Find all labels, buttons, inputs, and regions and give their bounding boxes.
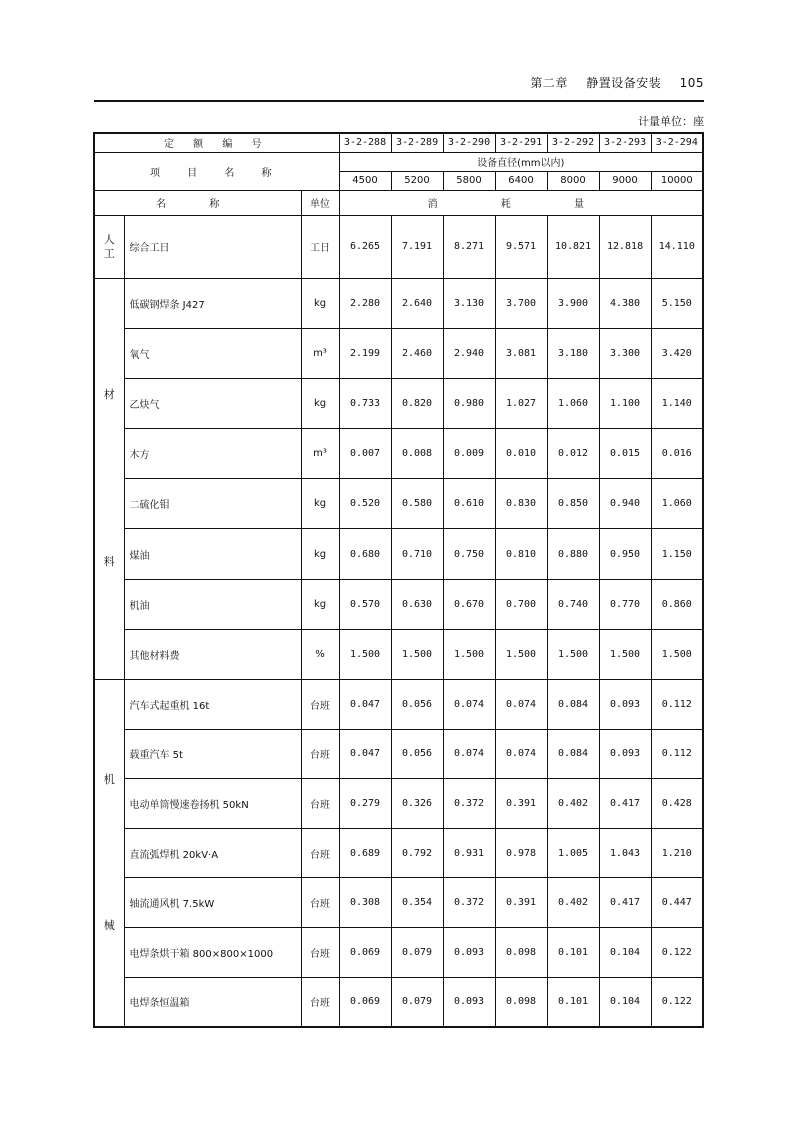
item-unit: 台班 xyxy=(301,729,339,779)
value-cell: 0.610 xyxy=(443,479,495,529)
value-cell: 0.093 xyxy=(599,729,651,779)
chapter-label: 第二章 xyxy=(530,76,568,90)
value-cell: 0.710 xyxy=(391,529,443,579)
value-cell: 0.007 xyxy=(339,429,391,479)
value-cell: 0.079 xyxy=(391,977,443,1027)
category-char: 机 xyxy=(103,772,115,786)
name-header: 名 称 xyxy=(94,190,301,215)
value-cell: 14.110 xyxy=(651,215,703,278)
value-cell: 1.500 xyxy=(599,629,651,679)
value-cell: 6.265 xyxy=(339,215,391,278)
value-cell: 0.279 xyxy=(339,779,391,829)
unit-note: 计量单位：座 xyxy=(638,115,704,128)
value-cell: 0.689 xyxy=(339,828,391,878)
table-row xyxy=(94,378,703,428)
value-cell: 5.150 xyxy=(651,278,703,328)
value-cell: 0.630 xyxy=(391,579,443,629)
table-row xyxy=(94,579,703,629)
value-cell: 2.460 xyxy=(391,328,443,378)
page-number: 105 xyxy=(679,76,704,90)
item-unit: kg xyxy=(301,378,339,428)
value-cell: 0.101 xyxy=(547,977,599,1027)
value-cell: 0.112 xyxy=(651,680,703,730)
value-cell: 0.402 xyxy=(547,779,599,829)
value-cell: 0.447 xyxy=(651,878,703,928)
value-cell: 1.060 xyxy=(651,479,703,529)
section-label: 静置设备安装 xyxy=(586,76,662,90)
value-cell: 0.391 xyxy=(495,779,547,829)
item-name: 乙炔气 xyxy=(124,378,301,428)
value-cell: 3.300 xyxy=(599,328,651,378)
category-char: 人 xyxy=(103,232,115,246)
table-row xyxy=(94,878,703,928)
value-cell: 0.820 xyxy=(391,378,443,428)
value-cell: 0.428 xyxy=(651,779,703,829)
value-cell: 0.520 xyxy=(339,479,391,529)
table-row xyxy=(94,977,703,1027)
value-cell: 0.830 xyxy=(495,479,547,529)
value-cell: 3.700 xyxy=(495,278,547,328)
item-unit: % xyxy=(301,629,339,679)
value-cell: 0.354 xyxy=(391,878,443,928)
table-row xyxy=(94,680,703,730)
item-unit: 台班 xyxy=(301,779,339,829)
value-cell: 0.098 xyxy=(495,977,547,1027)
value-cell: 4.380 xyxy=(599,278,651,328)
table-row xyxy=(94,479,703,529)
item-name: 汽车式起重机 16t xyxy=(124,680,301,730)
code-cell: 3-2-289 xyxy=(391,133,443,152)
item-unit: 台班 xyxy=(301,977,339,1027)
table-row xyxy=(94,927,703,977)
item-name: 综合工日 xyxy=(124,215,301,278)
item-unit: kg xyxy=(301,278,339,328)
quota-label: 定 额 编 号 xyxy=(94,133,339,152)
running-title xyxy=(516,74,704,91)
value-cell: 0.084 xyxy=(547,729,599,779)
value-cell: 0.980 xyxy=(443,378,495,428)
item-name: 电焊条烘干箱 800×800×1000 xyxy=(124,927,301,977)
diameter-cell: 10000 xyxy=(651,171,703,190)
value-cell: 0.391 xyxy=(495,878,547,928)
table-row xyxy=(94,429,703,479)
value-cell: 0.810 xyxy=(495,529,547,579)
category-char: 工 xyxy=(103,246,115,260)
item-unit: 台班 xyxy=(301,828,339,878)
value-cell: 0.402 xyxy=(547,878,599,928)
value-cell: 10.821 xyxy=(547,215,599,278)
header-rule xyxy=(94,100,704,102)
diameter-cell: 5200 xyxy=(391,171,443,190)
table-row xyxy=(94,278,703,328)
value-cell: 0.700 xyxy=(495,579,547,629)
value-cell: 0.880 xyxy=(547,529,599,579)
table-row xyxy=(94,729,703,779)
value-cell: 0.122 xyxy=(651,977,703,1027)
value-cell: 12.818 xyxy=(599,215,651,278)
value-cell: 1.140 xyxy=(651,378,703,428)
item-label: 项 目 名 称 xyxy=(94,152,339,190)
category-labor xyxy=(94,215,124,278)
value-cell: 0.069 xyxy=(339,927,391,977)
value-cell: 0.093 xyxy=(443,977,495,1027)
value-cell: 0.680 xyxy=(339,529,391,579)
item-unit: kg xyxy=(301,579,339,629)
value-cell: 9.571 xyxy=(495,215,547,278)
value-cell: 0.112 xyxy=(651,729,703,779)
table-row xyxy=(94,629,703,679)
value-cell: 0.417 xyxy=(599,878,651,928)
value-cell: 0.093 xyxy=(443,927,495,977)
value-cell: 1.500 xyxy=(391,629,443,679)
category-char: 材 xyxy=(103,388,115,402)
table-row xyxy=(94,215,703,278)
code-cell: 3-2-292 xyxy=(547,133,599,152)
value-cell: 3.900 xyxy=(547,278,599,328)
value-cell: 3.420 xyxy=(651,328,703,378)
item-unit: 工日 xyxy=(301,215,339,278)
value-cell: 0.104 xyxy=(599,927,651,977)
item-name: 低碳钢焊条 J427 xyxy=(124,278,301,328)
diameter-cell: 4500 xyxy=(339,171,391,190)
value-cell: 0.850 xyxy=(547,479,599,529)
value-cell: 0.570 xyxy=(339,579,391,629)
item-unit: m³ xyxy=(301,328,339,378)
value-cell: 0.101 xyxy=(547,927,599,977)
item-name: 轴流通风机 7.5kW xyxy=(124,878,301,928)
value-cell: 1.100 xyxy=(599,378,651,428)
code-cell: 3-2-293 xyxy=(599,133,651,152)
value-cell: 1.210 xyxy=(651,828,703,878)
value-cell: 3.081 xyxy=(495,328,547,378)
value-cell: 0.012 xyxy=(547,429,599,479)
value-cell: 0.770 xyxy=(599,579,651,629)
table-row xyxy=(94,779,703,829)
item-name: 载重汽车 5t xyxy=(124,729,301,779)
value-cell: 0.084 xyxy=(547,680,599,730)
table-row xyxy=(94,529,703,579)
value-cell: 0.079 xyxy=(391,927,443,977)
item-name: 其他材料费 xyxy=(124,629,301,679)
table-row xyxy=(94,328,703,378)
category-material xyxy=(94,278,124,680)
value-cell: 0.372 xyxy=(443,779,495,829)
consumption-header: 消 耗 量 xyxy=(339,190,703,215)
value-cell: 0.074 xyxy=(495,680,547,730)
value-cell: 0.047 xyxy=(339,729,391,779)
column-header-row xyxy=(94,190,703,215)
code-cell: 3-2-290 xyxy=(443,133,495,152)
code-cell: 3-2-294 xyxy=(651,133,703,152)
value-cell: 2.199 xyxy=(339,328,391,378)
item-unit: 台班 xyxy=(301,680,339,730)
param-row xyxy=(94,152,703,171)
value-cell: 0.010 xyxy=(495,429,547,479)
value-cell: 1.500 xyxy=(443,629,495,679)
value-cell: 0.016 xyxy=(651,429,703,479)
value-cell: 1.043 xyxy=(599,828,651,878)
unit-header: 单位 xyxy=(301,190,339,215)
item-unit: m³ xyxy=(301,429,339,479)
item-unit: 台班 xyxy=(301,878,339,928)
value-cell: 0.056 xyxy=(391,680,443,730)
value-cell: 0.372 xyxy=(443,878,495,928)
value-cell: 0.093 xyxy=(599,680,651,730)
value-cell: 0.417 xyxy=(599,779,651,829)
value-cell: 1.500 xyxy=(547,629,599,679)
value-cell: 2.640 xyxy=(391,278,443,328)
value-cell: 2.280 xyxy=(339,278,391,328)
page-header xyxy=(94,70,704,96)
item-name: 氧气 xyxy=(124,328,301,378)
value-cell: 0.074 xyxy=(443,680,495,730)
value-cell: 0.733 xyxy=(339,378,391,428)
item-unit: 台班 xyxy=(301,927,339,977)
value-cell: 0.670 xyxy=(443,579,495,629)
value-cell: 0.074 xyxy=(443,729,495,779)
value-cell: 0.015 xyxy=(599,429,651,479)
value-cell: 0.792 xyxy=(391,828,443,878)
value-cell: 1.005 xyxy=(547,828,599,878)
value-cell: 0.122 xyxy=(651,927,703,977)
value-cell: 0.931 xyxy=(443,828,495,878)
value-cell: 8.271 xyxy=(443,215,495,278)
value-cell: 2.940 xyxy=(443,328,495,378)
value-cell: 0.047 xyxy=(339,680,391,730)
value-cell: 0.580 xyxy=(391,479,443,529)
value-cell: 0.098 xyxy=(495,927,547,977)
value-cell: 1.060 xyxy=(547,378,599,428)
value-cell: 1.027 xyxy=(495,378,547,428)
value-cell: 0.008 xyxy=(391,429,443,479)
value-cell: 1.500 xyxy=(651,629,703,679)
diameter-cell: 6400 xyxy=(495,171,547,190)
category-machine xyxy=(94,680,124,1027)
item-unit: kg xyxy=(301,529,339,579)
code-row xyxy=(94,133,703,152)
item-name: 机油 xyxy=(124,579,301,629)
value-cell: 7.191 xyxy=(391,215,443,278)
value-cell: 1.500 xyxy=(339,629,391,679)
category-char: 械 xyxy=(103,918,115,932)
value-cell: 0.069 xyxy=(339,977,391,1027)
code-cell: 3-2-291 xyxy=(495,133,547,152)
value-cell: 0.074 xyxy=(495,729,547,779)
value-cell: 0.750 xyxy=(443,529,495,579)
item-name: 木方 xyxy=(124,429,301,479)
diameter-cell: 9000 xyxy=(599,171,651,190)
diameter-cell: 8000 xyxy=(547,171,599,190)
value-cell: 0.009 xyxy=(443,429,495,479)
code-cell: 3-2-288 xyxy=(339,133,391,152)
item-name: 二硫化钼 xyxy=(124,479,301,529)
item-unit: kg xyxy=(301,479,339,529)
value-cell: 0.308 xyxy=(339,878,391,928)
value-cell: 0.860 xyxy=(651,579,703,629)
table-row xyxy=(94,828,703,878)
param-label: 设备直径(mm以内) xyxy=(339,152,703,171)
value-cell: 1.500 xyxy=(495,629,547,679)
value-cell: 3.130 xyxy=(443,278,495,328)
value-cell: 0.056 xyxy=(391,729,443,779)
value-cell: 1.150 xyxy=(651,529,703,579)
value-cell: 0.104 xyxy=(599,977,651,1027)
value-cell: 0.950 xyxy=(599,529,651,579)
item-name: 煤油 xyxy=(124,529,301,579)
quota-table xyxy=(93,132,704,1028)
value-cell: 3.180 xyxy=(547,328,599,378)
category-char: 料 xyxy=(103,555,115,569)
value-cell: 0.740 xyxy=(547,579,599,629)
item-name: 电动单筒慢速卷扬机 50kN xyxy=(124,779,301,829)
diameter-cell: 5800 xyxy=(443,171,495,190)
item-name: 直流弧焊机 20kV·A xyxy=(124,828,301,878)
value-cell: 0.940 xyxy=(599,479,651,529)
value-cell: 0.326 xyxy=(391,779,443,829)
item-name: 电焊条恒温箱 xyxy=(124,977,301,1027)
value-cell: 0.978 xyxy=(495,828,547,878)
